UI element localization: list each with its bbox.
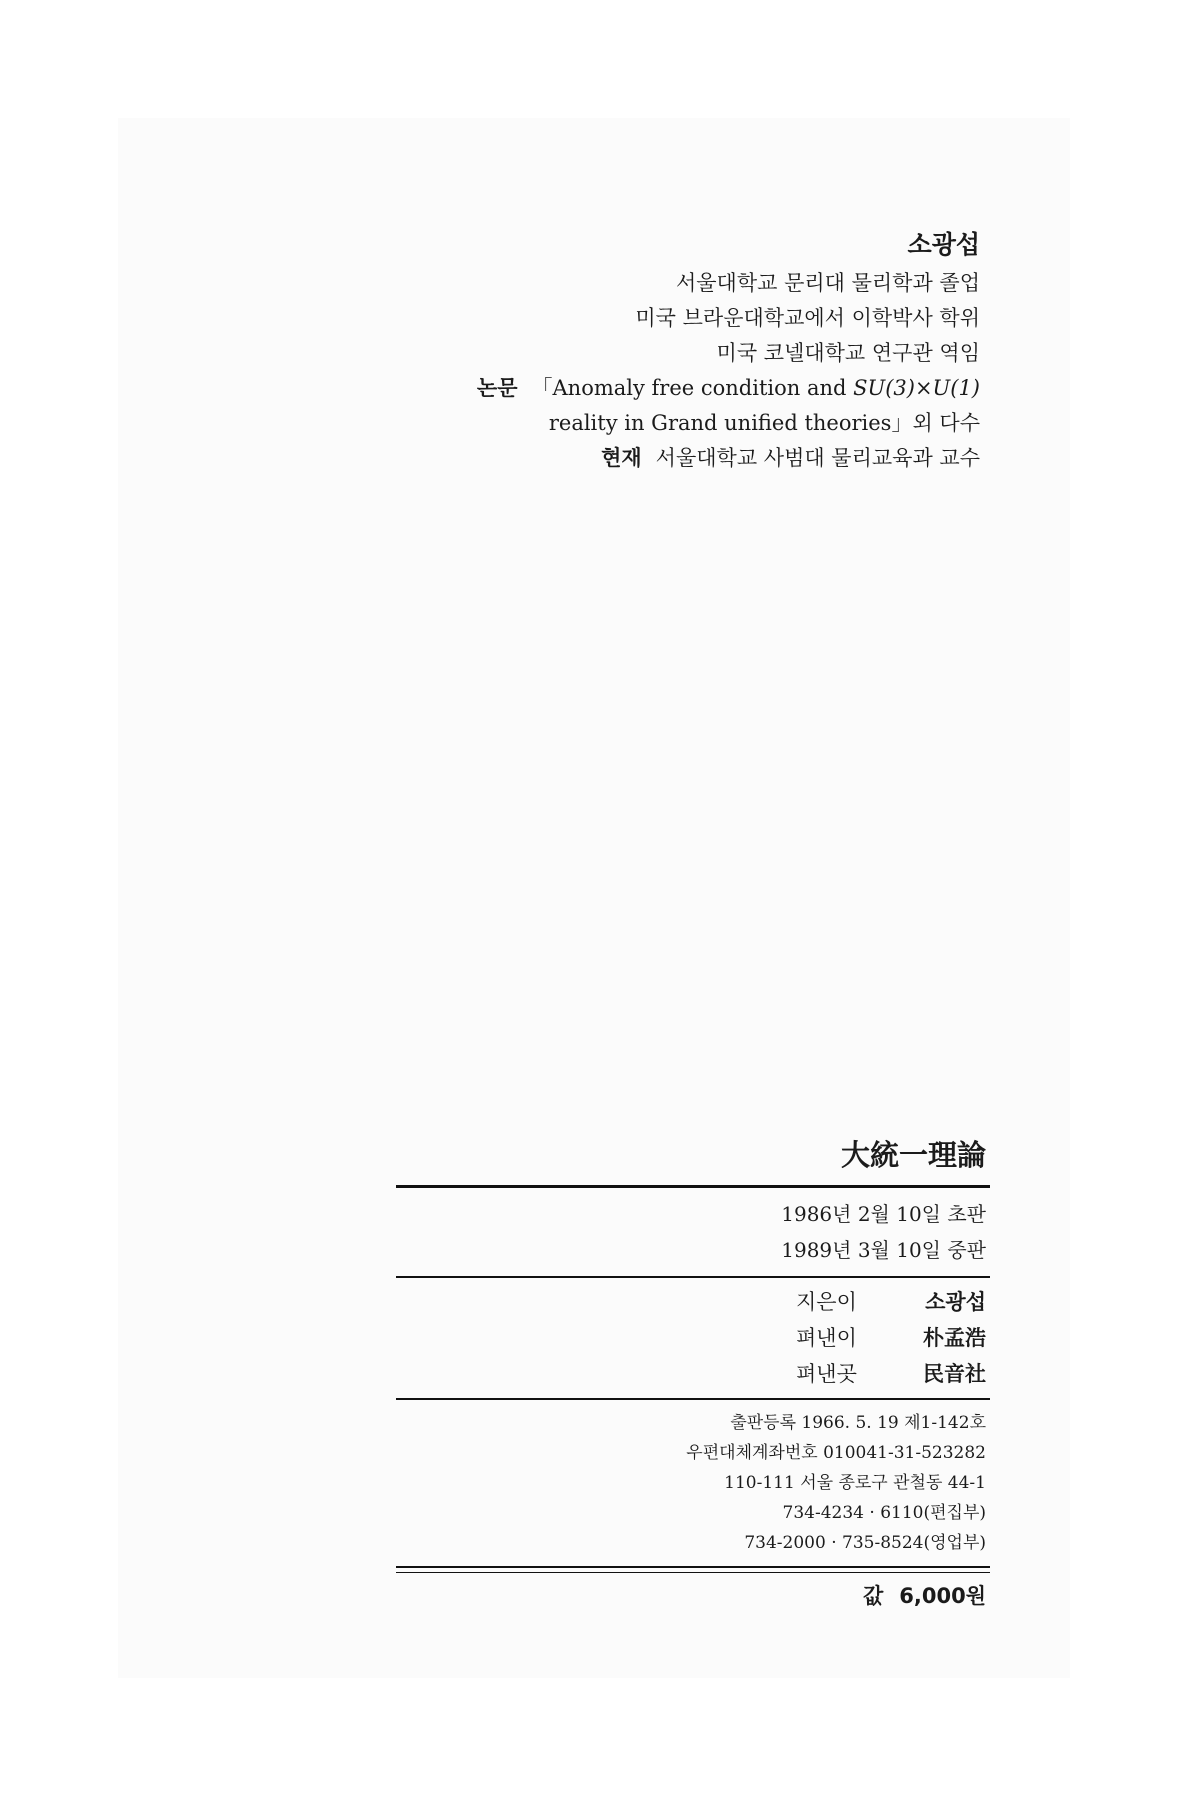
current-label: 현재 [601, 446, 642, 470]
author-bio [477, 228, 980, 476]
role-label: 지은이 [796, 1290, 857, 1314]
phone-editorial-line: 734-4234 · 6110(편집부) [782, 1503, 986, 1523]
price [396, 1573, 990, 1613]
edition-reprint: 1989년 3월 10일 중판 [781, 1238, 986, 1262]
thesis-label: 논문 [476, 376, 518, 400]
bio-thesis-line1 [477, 371, 980, 406]
registration-line: 출판등록 1966. 5. 19 제1-142호 [730, 1413, 986, 1433]
person-name: 소광섭 [925, 1290, 986, 1314]
publishing-house-row [396, 1356, 986, 1392]
price-label: 값 [862, 1584, 884, 1608]
publisher-info [396, 1400, 990, 1566]
author-name: 소광섭 [907, 230, 980, 259]
thesis-math: SU(3)×U(1) [853, 376, 980, 400]
postal-account-line: 우편대체계좌번호 010041-31-523282 [686, 1443, 986, 1463]
people-block [396, 1278, 990, 1398]
person-name: 朴孟浩 [923, 1326, 986, 1350]
edition-first: 1986년 2월 10일 초판 [781, 1202, 986, 1226]
colophon [396, 1135, 990, 1613]
bio-line-degree: 미국 브라운대학교에서 이학박사 학위 [635, 306, 980, 330]
role-label: 펴낸곳 [796, 1362, 857, 1386]
divider [396, 1566, 990, 1573]
publisher-row [396, 1320, 986, 1356]
author-row [396, 1284, 986, 1320]
phone-sales-line: 734-2000 · 735-8524(영업부) [744, 1533, 986, 1553]
role-label: 펴낸이 [796, 1326, 857, 1350]
bio-thesis-line2: reality in Grand unified theories」외 다수 [548, 411, 980, 435]
bio-current [477, 441, 980, 476]
bio-line-education: 서울대학교 문리대 물리학과 졸업 [675, 271, 980, 295]
address-line: 110-111 서울 종로구 관철동 44-1 [724, 1473, 986, 1493]
bio-line-position: 미국 코넬대학교 연구관 역임 [716, 341, 980, 365]
current-text: 서울대학교 사범대 물리교육과 교수 [655, 446, 980, 470]
price-value: 6,000원 [899, 1584, 986, 1608]
book-title: 大統一理論 [840, 1138, 986, 1172]
edition-block [396, 1188, 990, 1276]
thesis-title-part1: 「Anomaly free condition and [531, 376, 854, 400]
person-name: 民音社 [923, 1362, 986, 1386]
